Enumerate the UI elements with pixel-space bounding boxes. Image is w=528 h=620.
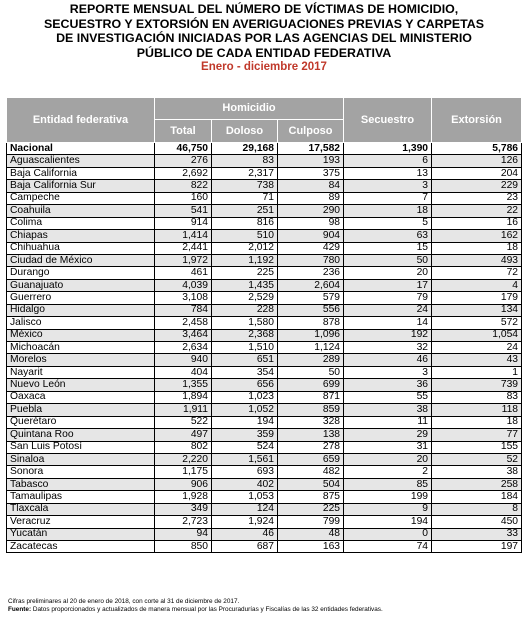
source-label: Fuente: [8, 606, 32, 614]
cell-secuestro: 9 [344, 503, 432, 515]
cell-doloso: 1,023 [212, 391, 278, 403]
cell-doloso: 228 [212, 304, 278, 316]
cell-culposo: 859 [278, 404, 344, 416]
cell-doloso: 1,053 [212, 491, 278, 503]
cell-doloso: 816 [212, 217, 278, 229]
cell-secuestro: 3 [344, 180, 432, 192]
cell-total: 94 [155, 528, 212, 540]
table-row [7, 304, 522, 316]
cell-secuestro: 36 [344, 379, 432, 391]
cell-doloso: 359 [212, 429, 278, 441]
cell-extorsion: 4 [432, 279, 522, 291]
cell-culposo: 579 [278, 292, 344, 304]
table-row [7, 416, 522, 428]
cell-secuestro: 7 [344, 192, 432, 204]
cell-extorsion: 204 [432, 167, 522, 179]
cell-culposo: 89 [278, 192, 344, 204]
cell-doloso: 251 [212, 205, 278, 217]
header-doloso: Doloso [212, 119, 278, 142]
cell-total: 2,723 [155, 516, 212, 528]
title-line-3: DE INVESTIGACIÓN INICIADAS POR LAS AGENCIAS DEL MINISTERIO [56, 31, 472, 46]
table-row [7, 391, 522, 403]
report-title [0, 0, 528, 60]
cell-total: 3,108 [155, 292, 212, 304]
report-period: Enero - diciembre 2017 [201, 61, 327, 74]
table-row [7, 429, 522, 441]
cell-secuestro: 20 [344, 453, 432, 465]
cell-doloso: 1,924 [212, 516, 278, 528]
cell-total: 1,911 [155, 404, 212, 416]
cell-secuestro: 29 [344, 429, 432, 441]
cell-culposo: 504 [278, 478, 344, 490]
cell-extorsion: 77 [432, 429, 522, 441]
cell-name: Oaxaca [7, 391, 155, 403]
preliminary-note: Cifras preliminares al 20 de enero de 2018, con corte al 31 de diciembre de 2017. [8, 598, 240, 605]
cell-total: 1,355 [155, 379, 212, 391]
cell-doloso: 687 [212, 541, 278, 553]
cell-doloso: 1,561 [212, 453, 278, 465]
cell-total: 349 [155, 503, 212, 515]
cell-name: Jalisco [7, 317, 155, 329]
table-row [7, 254, 522, 266]
cell-secuestro: 3 [344, 366, 432, 378]
cell-total: 1,972 [155, 254, 212, 266]
cell-extorsion: 18 [432, 416, 522, 428]
cell-total: 850 [155, 541, 212, 553]
cell-culposo: 875 [278, 491, 344, 503]
table-row [7, 516, 522, 528]
cell-culposo: 871 [278, 391, 344, 403]
cell-secuestro: 55 [344, 391, 432, 403]
cell-name: Quintana Roo [7, 429, 155, 441]
cell-doloso: 2,012 [212, 242, 278, 254]
table-row [7, 366, 522, 378]
cell-culposo: 236 [278, 267, 344, 279]
table-row [7, 528, 522, 540]
cell-doloso: 1,052 [212, 404, 278, 416]
cell-name: Tabasco [7, 478, 155, 490]
cell-name: Campeche [7, 192, 155, 204]
cell-doloso: 1,580 [212, 317, 278, 329]
cell-doloso: 46 [212, 528, 278, 540]
cell-secuestro: 38 [344, 404, 432, 416]
cell-total: 1,894 [155, 391, 212, 403]
cell-total: 46,750 [155, 143, 212, 155]
cell-doloso: 2,529 [212, 292, 278, 304]
cell-secuestro: 0 [344, 528, 432, 540]
cell-secuestro: 31 [344, 441, 432, 453]
cell-extorsion: 38 [432, 466, 522, 478]
cell-total: 1,175 [155, 466, 212, 478]
cell-name: Coahuila [7, 205, 155, 217]
cell-extorsion: 572 [432, 317, 522, 329]
cell-doloso: 124 [212, 503, 278, 515]
cell-secuestro: 192 [344, 329, 432, 341]
cell-culposo: 328 [278, 416, 344, 428]
cell-secuestro: 74 [344, 541, 432, 553]
header-homicidio: Homicidio [155, 98, 344, 120]
header-culposo: Culposo [278, 119, 344, 142]
cell-doloso: 2,317 [212, 167, 278, 179]
cell-extorsion: 126 [432, 155, 522, 167]
cell-name: Guerrero [7, 292, 155, 304]
cell-secuestro: 11 [344, 416, 432, 428]
cell-extorsion: 52 [432, 453, 522, 465]
cell-name: Veracruz [7, 516, 155, 528]
cell-name: México [7, 329, 155, 341]
cell-doloso: 651 [212, 354, 278, 366]
cell-total: 541 [155, 205, 212, 217]
cell-doloso: 738 [212, 180, 278, 192]
cell-extorsion: 229 [432, 180, 522, 192]
cell-total: 802 [155, 441, 212, 453]
victims-table [6, 97, 522, 553]
cell-doloso: 510 [212, 230, 278, 242]
cell-name: Durango [7, 267, 155, 279]
table-row [7, 317, 522, 329]
table-row [7, 503, 522, 515]
cell-doloso: 225 [212, 267, 278, 279]
cell-secuestro: 6 [344, 155, 432, 167]
cell-total: 497 [155, 429, 212, 441]
table-row [7, 342, 522, 354]
cell-name: Baja California Sur [7, 180, 155, 192]
cell-culposo: 138 [278, 429, 344, 441]
cell-secuestro: 5 [344, 217, 432, 229]
cell-name: Hidalgo [7, 304, 155, 316]
cell-name: Michoacán [7, 342, 155, 354]
cell-extorsion: 197 [432, 541, 522, 553]
cell-name: Tlaxcala [7, 503, 155, 515]
cell-total: 1,928 [155, 491, 212, 503]
cell-total: 2,220 [155, 453, 212, 465]
cell-extorsion: 739 [432, 379, 522, 391]
cell-secuestro: 194 [344, 516, 432, 528]
cell-doloso: 194 [212, 416, 278, 428]
cell-total: 404 [155, 366, 212, 378]
cell-total: 940 [155, 354, 212, 366]
cell-culposo: 878 [278, 317, 344, 329]
cell-name: Nuevo León [7, 379, 155, 391]
cell-name: Sinaloa [7, 453, 155, 465]
cell-culposo: 48 [278, 528, 344, 540]
cell-name: Chihuahua [7, 242, 155, 254]
table-row [7, 404, 522, 416]
cell-secuestro: 24 [344, 304, 432, 316]
cell-extorsion: 22 [432, 205, 522, 217]
cell-culposo: 50 [278, 366, 344, 378]
cell-total: 461 [155, 267, 212, 279]
table-row [7, 541, 522, 553]
cell-name: Colima [7, 217, 155, 229]
cell-extorsion: 258 [432, 478, 522, 490]
table-row [7, 379, 522, 391]
cell-culposo: 98 [278, 217, 344, 229]
cell-doloso: 1,510 [212, 342, 278, 354]
cell-doloso: 656 [212, 379, 278, 391]
cell-culposo: 17,582 [278, 143, 344, 155]
cell-total: 914 [155, 217, 212, 229]
cell-name: Aguascalientes [7, 155, 155, 167]
cell-extorsion: 134 [432, 304, 522, 316]
cell-culposo: 699 [278, 379, 344, 391]
table-row [7, 453, 522, 465]
cell-doloso: 354 [212, 366, 278, 378]
table-row [7, 230, 522, 242]
cell-culposo: 289 [278, 354, 344, 366]
cell-total: 2,458 [155, 317, 212, 329]
cell-secuestro: 13 [344, 167, 432, 179]
cell-name: Guanajuato [7, 279, 155, 291]
cell-secuestro: 32 [344, 342, 432, 354]
table-row [7, 491, 522, 503]
table-row [7, 242, 522, 254]
cell-culposo: 1,096 [278, 329, 344, 341]
cell-culposo: 2,604 [278, 279, 344, 291]
header-entidad: Entidad federativa [7, 98, 155, 143]
cell-culposo: 780 [278, 254, 344, 266]
header-secuestro: Secuestro [344, 98, 432, 143]
cell-culposo: 799 [278, 516, 344, 528]
table-row [7, 180, 522, 192]
cell-doloso: 83 [212, 155, 278, 167]
cell-culposo: 1,124 [278, 342, 344, 354]
table-row [7, 267, 522, 279]
table-row [7, 354, 522, 366]
cell-doloso: 402 [212, 478, 278, 490]
table-row [7, 466, 522, 478]
cell-culposo: 225 [278, 503, 344, 515]
header-extorsion: Extorsión [432, 98, 522, 143]
cell-secuestro: 79 [344, 292, 432, 304]
cell-extorsion: 18 [432, 242, 522, 254]
cell-total: 522 [155, 416, 212, 428]
cell-culposo: 556 [278, 304, 344, 316]
cell-total: 2,634 [155, 342, 212, 354]
cell-extorsion: 118 [432, 404, 522, 416]
cell-name: Tamaulipas [7, 491, 155, 503]
cell-doloso: 693 [212, 466, 278, 478]
cell-secuestro: 199 [344, 491, 432, 503]
cell-extorsion: 1 [432, 366, 522, 378]
cell-secuestro: 63 [344, 230, 432, 242]
cell-secuestro: 46 [344, 354, 432, 366]
table-row [7, 441, 522, 453]
cell-name: Ciudad de México [7, 254, 155, 266]
cell-extorsion: 72 [432, 267, 522, 279]
cell-total: 4,039 [155, 279, 212, 291]
cell-secuestro: 50 [344, 254, 432, 266]
title-line-2: SECUESTRO Y EXTORSIÓN EN AVERIGUACIONES PREVIAS Y CARPETAS [44, 16, 484, 31]
cell-extorsion: 24 [432, 342, 522, 354]
table-row [7, 217, 522, 229]
cell-secuestro: 85 [344, 478, 432, 490]
cell-extorsion: 450 [432, 516, 522, 528]
cell-extorsion: 155 [432, 441, 522, 453]
cell-doloso: 524 [212, 441, 278, 453]
cell-total: 1,414 [155, 230, 212, 242]
cell-extorsion: 43 [432, 354, 522, 366]
cell-secuestro: 20 [344, 267, 432, 279]
cell-secuestro: 2 [344, 466, 432, 478]
cell-extorsion: 8 [432, 503, 522, 515]
table-row [7, 292, 522, 304]
cell-name: Nayarit [7, 366, 155, 378]
cell-secuestro: 1,390 [344, 143, 432, 155]
cell-culposo: 904 [278, 230, 344, 242]
cell-culposo: 375 [278, 167, 344, 179]
cell-total: 784 [155, 304, 212, 316]
cell-name: Nacional [7, 143, 155, 155]
cell-name: Zacatecas [7, 541, 155, 553]
cell-secuestro: 18 [344, 205, 432, 217]
cell-extorsion: 33 [432, 528, 522, 540]
title-line-1: REPORTE MENSUAL DEL NÚMERO DE VÍCTIMAS DE HOMICIDIO, [69, 2, 459, 16]
table-row [7, 167, 522, 179]
cell-total: 2,441 [155, 242, 212, 254]
table-row [7, 279, 522, 291]
cell-extorsion: 179 [432, 292, 522, 304]
table-row [7, 329, 522, 341]
cell-culposo: 278 [278, 441, 344, 453]
source-text: Datos proporcionados y actualizados de manera mensual por las Procuradurías y Fiscalías de las 32 entidades federativas. [31, 606, 383, 614]
cell-name: Yucatán [7, 528, 155, 540]
cell-extorsion: 83 [432, 391, 522, 403]
cell-name: San Luis Potosí [7, 441, 155, 453]
table-row [7, 478, 522, 490]
cell-extorsion: 23 [432, 192, 522, 204]
cell-total: 822 [155, 180, 212, 192]
cell-doloso: 2,368 [212, 329, 278, 341]
cell-name: Querétaro [7, 416, 155, 428]
table-body [7, 143, 522, 553]
cell-culposo: 84 [278, 180, 344, 192]
table-row-national [7, 143, 522, 155]
cell-total: 906 [155, 478, 212, 490]
cell-secuestro: 17 [344, 279, 432, 291]
footnotes [8, 598, 383, 615]
cell-extorsion: 5,786 [432, 143, 522, 155]
cell-doloso: 1,192 [212, 254, 278, 266]
source-note [8, 606, 383, 614]
cell-name: Puebla [7, 404, 155, 416]
table-row [7, 205, 522, 217]
cell-culposo: 163 [278, 541, 344, 553]
cell-extorsion: 1,054 [432, 329, 522, 341]
cell-extorsion: 184 [432, 491, 522, 503]
cell-culposo: 482 [278, 466, 344, 478]
cell-extorsion: 162 [432, 230, 522, 242]
cell-name: Morelos [7, 354, 155, 366]
cell-doloso: 1,435 [212, 279, 278, 291]
table-row [7, 192, 522, 204]
cell-secuestro: 14 [344, 317, 432, 329]
cell-culposo: 429 [278, 242, 344, 254]
cell-extorsion: 16 [432, 217, 522, 229]
cell-total: 160 [155, 192, 212, 204]
header-total: Total [155, 119, 212, 142]
cell-culposo: 659 [278, 453, 344, 465]
cell-total: 3,464 [155, 329, 212, 341]
cell-name: Baja California [7, 167, 155, 179]
cell-doloso: 71 [212, 192, 278, 204]
cell-secuestro: 15 [344, 242, 432, 254]
cell-extorsion: 493 [432, 254, 522, 266]
cell-name: Chiapas [7, 230, 155, 242]
cell-total: 2,692 [155, 167, 212, 179]
cell-doloso: 29,168 [212, 143, 278, 155]
cell-culposo: 290 [278, 205, 344, 217]
title-line-4: PÚBLICO DE CADA ENTIDAD FEDERATIVA [136, 45, 392, 60]
cell-total: 276 [155, 155, 212, 167]
table-row [7, 155, 522, 167]
cell-culposo: 193 [278, 155, 344, 167]
cell-name: Sonora [7, 466, 155, 478]
